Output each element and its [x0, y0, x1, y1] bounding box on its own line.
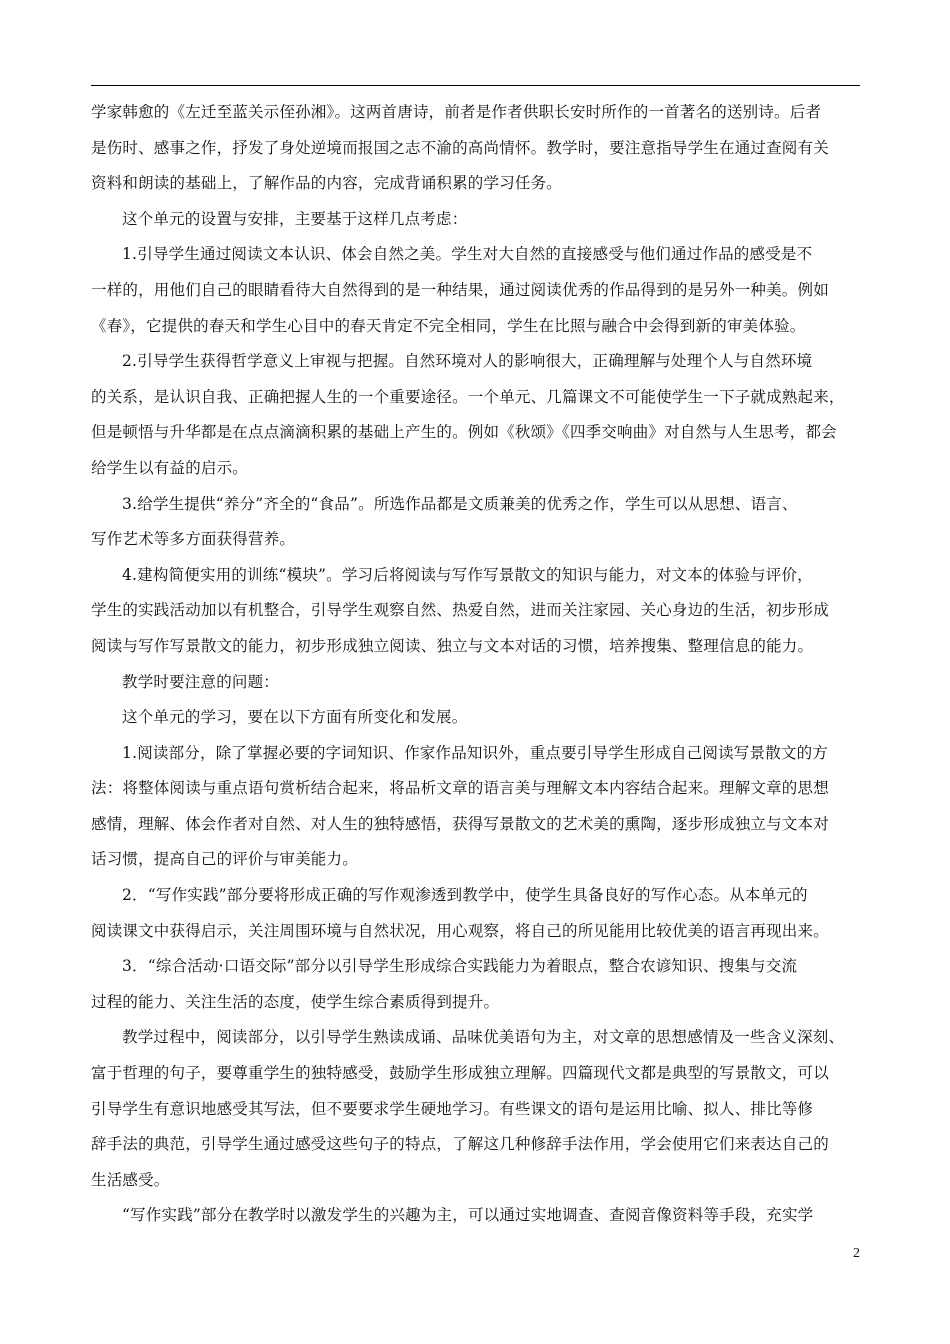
page-number: 2: [853, 1246, 860, 1261]
text-line: “写作实践”部分在教学时以激发学生的兴趣为主，可以通过实地调查、查阅音像资料等手段，充实学: [122, 1206, 814, 1225]
text-line: 教学过程中，阅读部分，以引导学生熟读成诵、品味优美语句为主，对文章的思想感情及一些含义深刻、: [122, 1028, 845, 1047]
text-line: 阅读课文中获得启示，关注周围环境与自然状况，用心观察，将自己的所见能用比较优美的语言再现出来。: [91, 921, 829, 940]
document-body: [91, 95, 863, 1234]
text-line: 这个单元的学习，要在以下方面有所变化和发展。: [122, 708, 468, 727]
text-line: 感情，理解、体会作者对自然、对人生的独特感悟，获得写景散文的艺术美的熏陶，逐步形成独立与文本对: [91, 814, 829, 833]
text-line: 这个单元的设置与安排，主要基于这样几点考虑：: [122, 209, 468, 228]
text-line: 但是顿悟与升华都是在点点滴滴积累的基础上产生的。例如《秋颂》《四季交响曲》对自然与人生思考，都会: [91, 423, 837, 442]
text-line: 教学时要注意的问题：: [122, 672, 280, 691]
text-line: 给学生以有益的启示。: [91, 458, 249, 477]
text-line: 过程的能力、关注生活的态度，使学生综合素质得到提升。: [91, 992, 500, 1011]
text-line: 阅读与写作写景散文的能力，初步形成独立阅读、独立与文本对话的习惯，培养搜集、整理信息的能力。: [91, 636, 814, 655]
text-line: 话习惯，提高自己的评价与审美能力。: [91, 850, 358, 869]
text-line: 资料和朗读的基础上，了解作品的内容，完成背诵积累的学习任务。: [91, 174, 563, 193]
text-line: 2.引导学生获得哲学意义上审视与把握。自然环境对人的影响很大，正确理解与处理个人与自然环境: [122, 352, 813, 371]
text-line: 的关系，是认识自我、正确把握人生的一个重要途径。一个单元、几篇课文不可能使学生一下子就成熟起来，: [91, 387, 845, 406]
text-line: 富于哲理的句子，要尊重学生的独特感受，鼓励学生形成独立理解。四篇现代文都是典型的写景散文，可以: [91, 1064, 829, 1083]
text-line: 2．“写作实践”部分要将形成正确的写作观渗透到教学中，使学生具备良好的写作心态。从本单元的: [122, 886, 808, 905]
text-line: 辞手法的典范，引导学生通过感受这些句子的特点，了解这几种修辞手法作用，学会使用它们来表达自己的: [91, 1135, 829, 1154]
header-rule: [91, 85, 860, 86]
text-line: 学家韩愈的《左迁至蓝关示侄孙湘》。这两首唐诗，前者是作者供职长安时所作的一首著名的送别诗。后者: [91, 103, 822, 121]
text-line: 3.给学生提供“养分”齐全的“食品”。所选作品都是文质兼美的优秀之作，学生可以从思想、语言、: [122, 494, 798, 513]
text-line: 《春》，它提供的春天和学生心目中的春天肯定不完全相同，学生在比照与融合中会得到新的审美体验。: [91, 316, 806, 335]
text-line: 一样的，用他们自己的眼睛看待大自然得到的是一种结果，通过阅读优秀的作品得到的是另外一种美。例如: [91, 280, 829, 299]
text-line: 学生的实践活动加以有机整合，引导学生观察自然、热爱自然，进而关注家园、关心身边的生活，初步形成: [91, 601, 829, 620]
text-line: 是伤时、感事之作，抒发了身处逆境而报国之志不渝的高尚情怀。教学时，要注意指导学生在通过查阅有关: [91, 138, 829, 157]
text-line: 法：将整体阅读与重点语句赏析结合起来，将品析文章的语言美与理解文本内容结合起来。理解文章的思想: [91, 779, 829, 798]
text-line: 3．“综合活动·口语交际”部分以引导学生形成综合实践能力为着眼点，整合农谚知识、搜集与交流: [122, 957, 798, 976]
text-line: 引导学生有意识地感受其写法，但不要要求学生硬地学习。有些课文的语句是运用比喻、拟人、排比等修: [91, 1099, 814, 1118]
text-line: 生活感受。: [91, 1170, 170, 1189]
text-line: 4.建构简便实用的训练“模块”。学习后将阅读与写作写景散文的知识与能力，对文本的体验与评价，: [122, 565, 813, 584]
text-line: 写作艺术等多方面获得营养。: [91, 530, 296, 549]
text-line: 1.引导学生通过阅读文本认识、体会自然之美。学生对大自然的直接感受与他们通过作品的感受是不: [122, 245, 813, 264]
text-line: 1.阅读部分，除了掌握必要的字词知识、作家作品知识外，重点要引导学生形成自己阅读写景散文的方: [122, 743, 828, 762]
